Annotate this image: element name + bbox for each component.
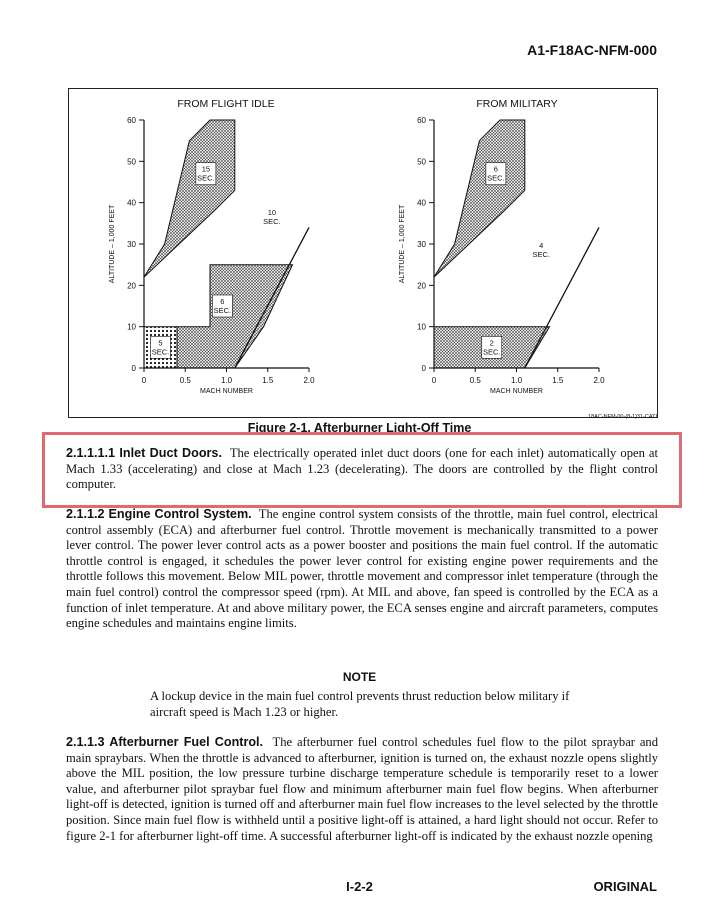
region-label: 15 bbox=[201, 164, 211, 174]
highlight-box bbox=[42, 432, 682, 508]
note-text: A lockup device in the main fuel control prevents thrust reduction below military if aircraft speed is Mach 1.23 or higher. bbox=[150, 689, 570, 719]
region-label: SEC. bbox=[151, 347, 170, 357]
region-label: SEC. bbox=[213, 306, 232, 315]
y-tick-label: 10 bbox=[127, 322, 136, 332]
page-status: ORIGINAL bbox=[593, 879, 657, 894]
x-tick-label: 0.5 bbox=[469, 376, 481, 385]
x-tick-label: 1.5 bbox=[552, 376, 564, 385]
document-id: A1-F18AC-NFM-000 bbox=[527, 42, 657, 58]
y-tick-label: 0 bbox=[131, 364, 136, 373]
x-tick-label: 0 bbox=[431, 376, 437, 385]
boundary-line bbox=[525, 227, 599, 368]
region-annotation: SEC. bbox=[263, 217, 281, 227]
afterburner-chart bbox=[69, 89, 657, 417]
x-tick-label: 1.0 bbox=[220, 376, 233, 385]
y-axis-label: ALTITUDE – 1,000 FEET bbox=[109, 204, 116, 284]
region-label: 6 bbox=[220, 297, 225, 306]
section-text: The electrically operated inlet duct doors (one for each inlet) automatically open at Mach 1.33 (accelerating) and close at Mach 1.23 (decelerating). The doors are controlled by the flight control computer. bbox=[66, 446, 659, 492]
figure-frame bbox=[68, 88, 658, 418]
light-off-region bbox=[144, 120, 235, 277]
section-heading: 2.1.1.3 Afterburner Fuel Control. bbox=[66, 735, 264, 749]
section-heading: 2.1.1.2 Engine Control System. bbox=[66, 507, 252, 521]
page-number: I-2-2 bbox=[346, 879, 373, 894]
note-title: NOTE bbox=[342, 670, 377, 684]
panel-title: FROM MILITARY bbox=[476, 98, 558, 110]
y-tick-label: 50 bbox=[417, 157, 426, 167]
section-afterburner-fuel-control bbox=[66, 735, 658, 844]
panel-title: FROM FLIGHT IDLE bbox=[177, 98, 275, 110]
y-tick-label: 10 bbox=[417, 322, 426, 332]
section-engine-control-system bbox=[66, 507, 658, 632]
region-label: 2 bbox=[489, 338, 494, 348]
region-label: SEC. bbox=[197, 173, 215, 183]
region-label: SEC. bbox=[482, 347, 501, 357]
x-tick-label: 2.0 bbox=[593, 376, 605, 385]
x-tick-label: 1.0 bbox=[510, 376, 523, 385]
light-off-region bbox=[434, 120, 525, 277]
region-label: 5 bbox=[158, 338, 163, 348]
x-tick-label: 1.5 bbox=[262, 376, 274, 385]
section-heading: 2.1.1.1.1 Inlet Duct Doors. bbox=[66, 446, 222, 460]
region-annotation: SEC. bbox=[532, 250, 551, 260]
y-tick-label: 40 bbox=[417, 198, 426, 208]
region-label: SEC. bbox=[487, 173, 505, 183]
x-axis-label: MACH NUMBER bbox=[200, 388, 253, 395]
y-axis-label: ALTITUDE – 1,000 FEET bbox=[399, 204, 406, 284]
y-tick-label: 30 bbox=[417, 240, 426, 249]
section-text: The engine control system consists of the throttle, main fuel control, electrical control assembly (ECA) and afterburner fuel control. Throttle movement is mechanically transmitted to a power lever control. The power lever control acts as a power booster and positions the main fuel control. If the automatic throttle control is engaged, it schedules the power lever control for existing engine power requirements and the throttle follows this movement. Below MIL power, throttle movement and compressor inlet temperature (through the main fuel control) control the compressor speed (rpm). At MIL and above, fan speed is controlled by the ECA as a function of inlet temperature. At and above military power, the ECA senses engine and aircraft parameters, computes engine schedules and maintains engine limits. bbox=[66, 507, 658, 631]
figure-code: 18AC-NFM-00-(8-1)31-CATI bbox=[588, 414, 657, 420]
x-tick-label: 0 bbox=[141, 376, 147, 385]
y-tick-label: 30 bbox=[127, 240, 136, 249]
x-axis-label: MACH NUMBER bbox=[490, 388, 543, 395]
region-annotation: 4 bbox=[539, 241, 544, 251]
y-tick-label: 20 bbox=[417, 281, 426, 291]
y-tick-label: 60 bbox=[127, 116, 136, 125]
region-label: 6 bbox=[493, 164, 498, 174]
x-tick-label: 2.0 bbox=[303, 376, 315, 385]
y-tick-label: 20 bbox=[127, 281, 136, 291]
region-annotation: 10 bbox=[267, 208, 277, 218]
y-tick-label: 50 bbox=[127, 157, 136, 167]
y-tick-label: 0 bbox=[421, 364, 426, 373]
section-text: The afterburner fuel control schedules fuel flow to the pilot spraybar and main spraybars. When the throttle is advanced to afterburner, ignition is turned on, the exhaust nozzle opens slightly above the MIL position, the low pressure turbine discharge temperature schedule is temporarily reset to a lower value, and afterburner pilot spraybar fuel flow and minimum afterburner main fuel flow begins. When afterburner light-off is detected, ignition is turned off and afterburner main fuel flow increases to the level selected by the throttle position. Since main fuel flow is withheld until a positive light-off is attained, a hard light should not occur. Refer to figure 2-1 for afterburner light-off time. A successful afterburner light-off is indicated by the exhaust nozzle opening bbox=[66, 735, 659, 843]
y-tick-label: 40 bbox=[127, 198, 136, 208]
x-tick-label: 0.5 bbox=[179, 376, 191, 385]
light-off-region bbox=[177, 265, 293, 368]
y-tick-label: 60 bbox=[417, 116, 426, 125]
figure-caption: Figure 2-1. Afterburner Light-Off Time bbox=[247, 421, 472, 435]
